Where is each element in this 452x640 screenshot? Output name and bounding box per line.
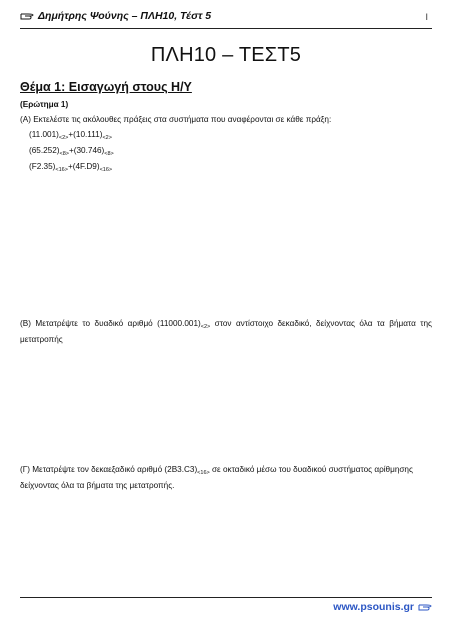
footer-site-link[interactable]: www.psounis.gr	[333, 601, 414, 613]
part-a-item-1: $(11.001)_{<2>}+(10.111)_{<2>}$	[29, 130, 112, 141]
page-number: I	[425, 12, 428, 22]
part-a-text: (Α) Εκτελέστε τις ακόλουθες πράξεις στα συστήματα που αναφέρονται σε κάθε πράξη:	[20, 115, 332, 124]
footer-rule	[20, 597, 432, 598]
document-title: ΠΛΗ10 – ΤΕΣΤ5	[150, 44, 302, 66]
hand-pointing-icon	[418, 602, 432, 612]
header-title-group	[20, 10, 211, 22]
part-c-text: (Γ) Μετατρέψτε τον δεκαεξαδικό αριθμό $(2B3.C3)_{<16>}$ σε οκταδικό μέσω του δυαδικού συστήματος αρίθμησης δείχνοντας όλα τα βήματα της μετατροπής.	[20, 465, 413, 490]
part-a-item-3: $(F2.35)_{<16>}+(4F.D9)_{<16>}$	[29, 162, 113, 173]
section-title: Θέμα 1: Εισαγωγή στους Η/Υ	[20, 80, 192, 94]
part-a-item-2: $(65.252)_{<8>}+(30.746)_{<8>}$	[29, 146, 114, 157]
header-rule	[20, 28, 432, 29]
header-title: Δημήτρης Ψούνης – ΠΛΗ10, Τέστ 5	[38, 10, 212, 22]
page-footer	[333, 601, 432, 613]
question-label: (Ερώτημα 1)	[20, 100, 69, 109]
page-header	[20, 8, 432, 28]
part-b-text: (Β) Μετατρέψτε το δυαδικό αριθμό $(11000.001)_{<2>}$ στον αντίστοιχο δεκαδικό, δείχνοντας όλα τα βήματα της μετατροπής	[20, 319, 432, 344]
hand-pointing-icon	[20, 11, 34, 21]
